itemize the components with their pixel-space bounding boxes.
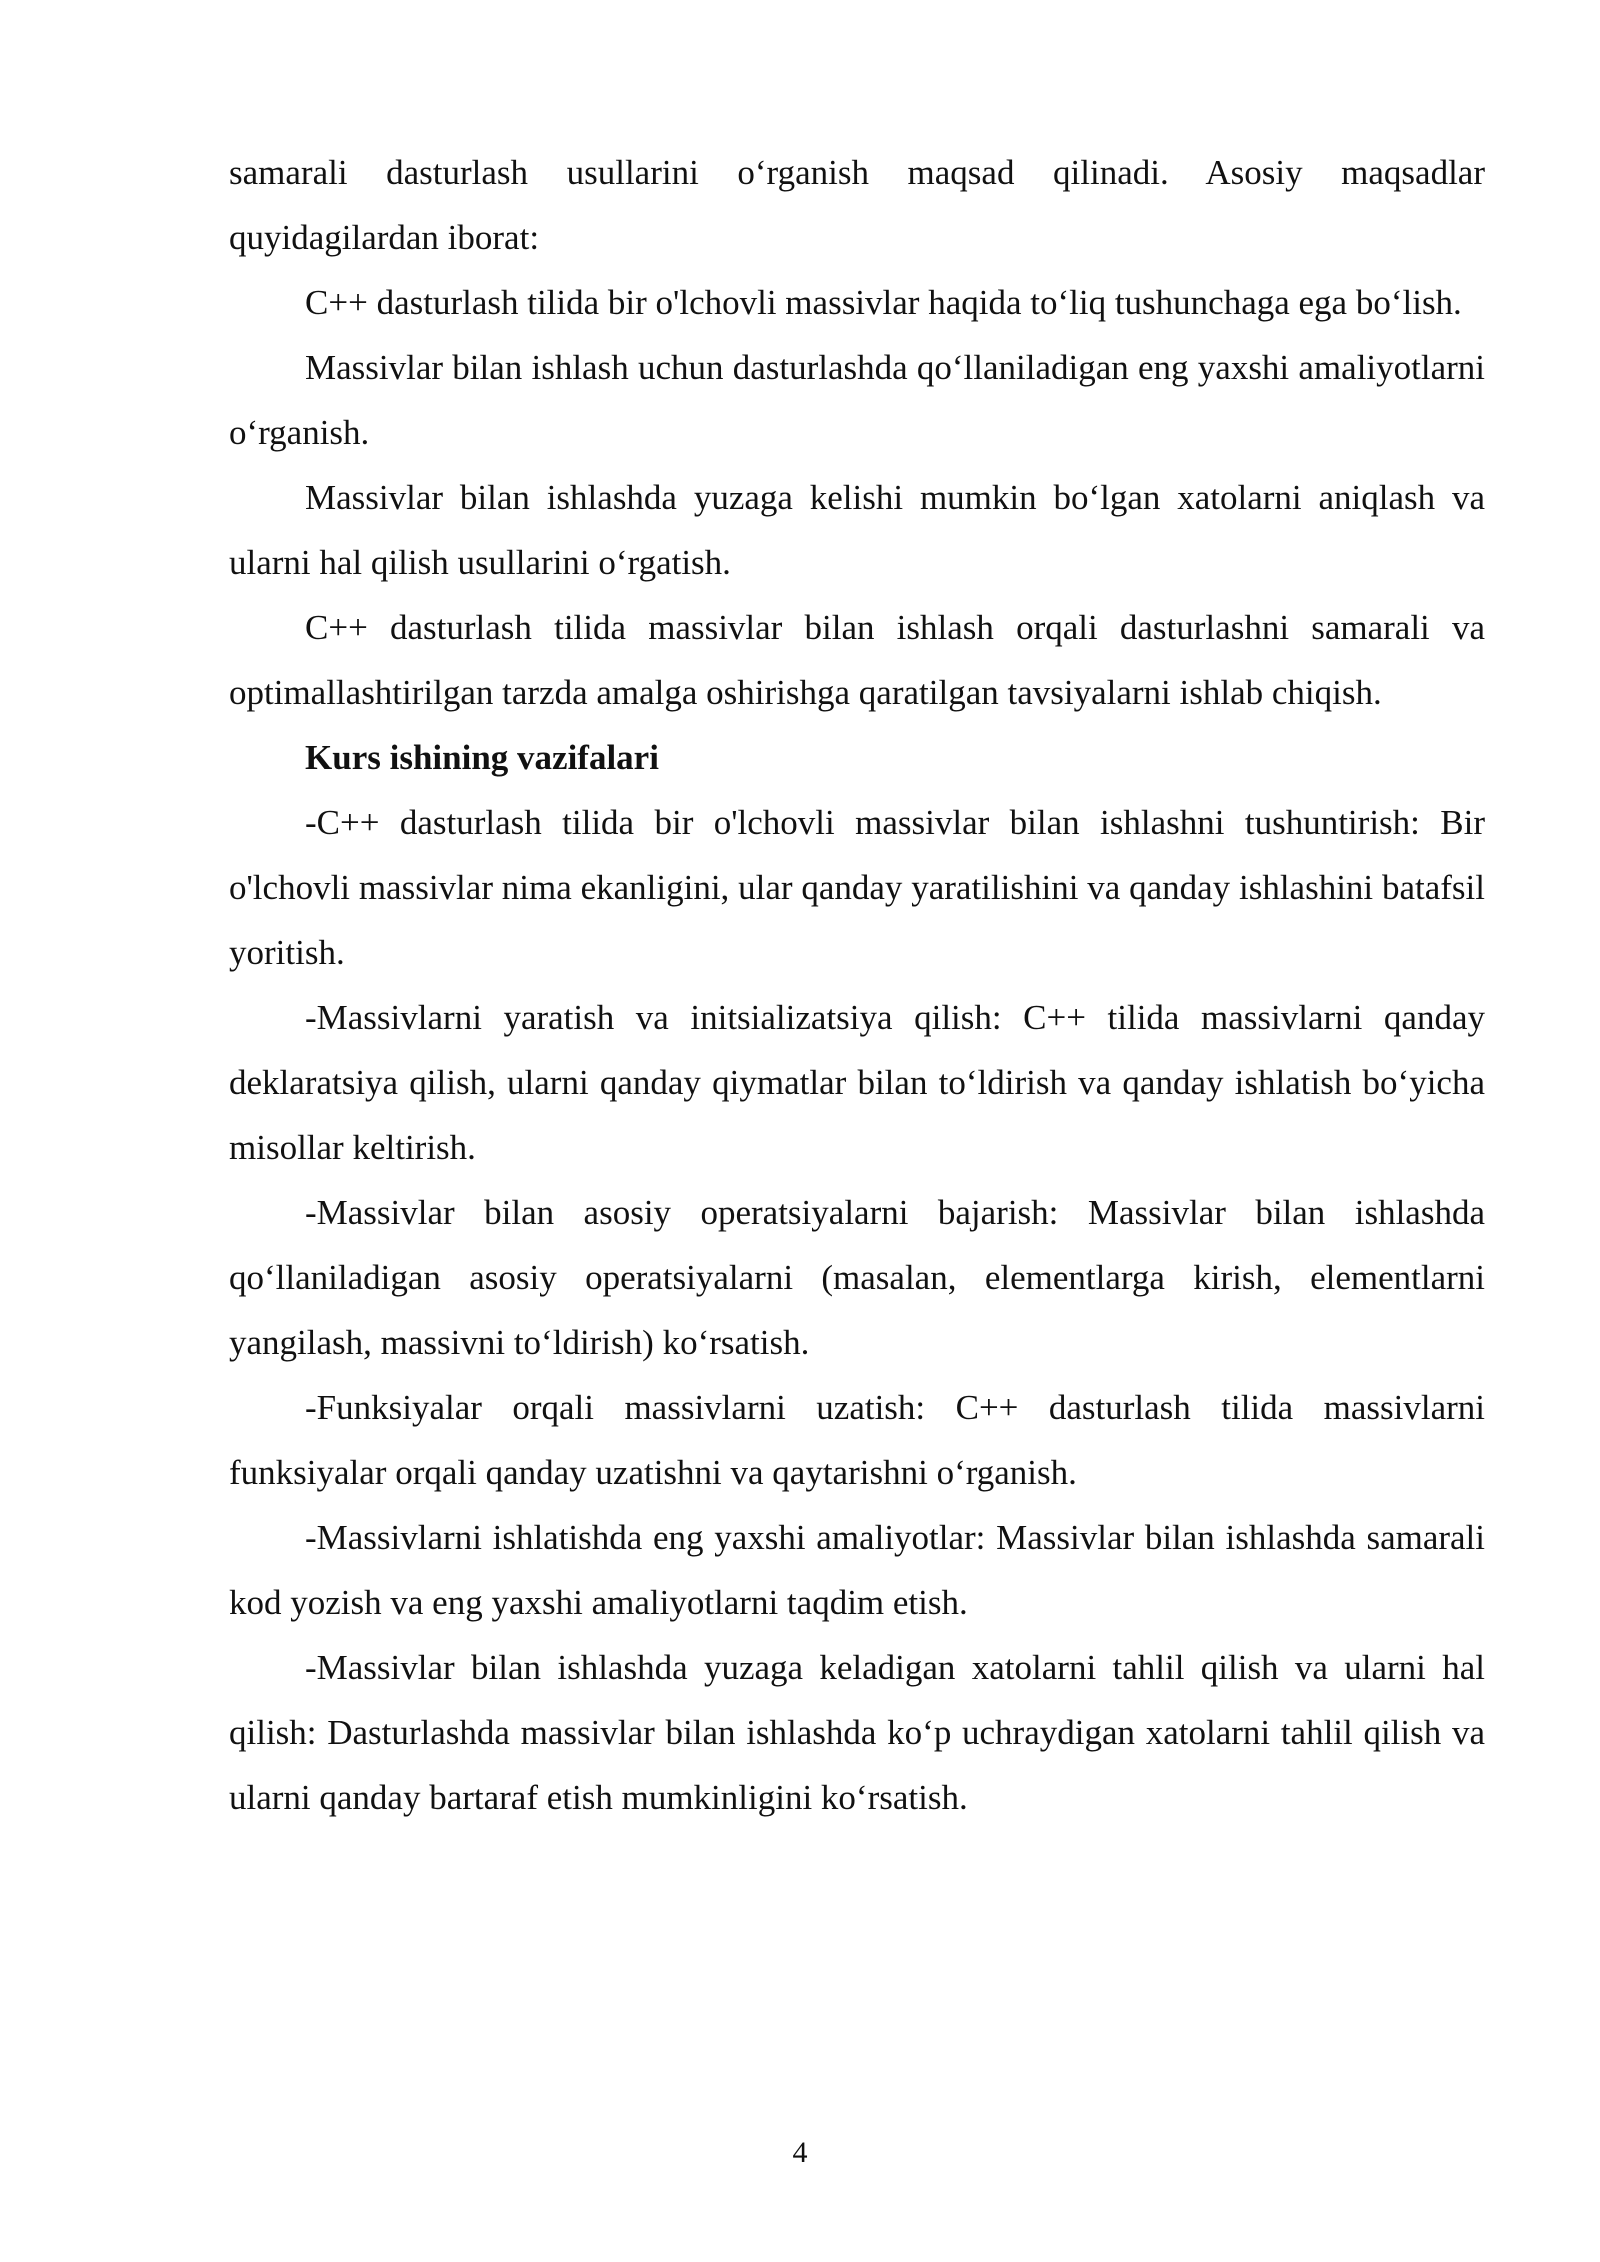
paragraph-task-4: -Funksiyalar orqali massivlarni uzatish: C++ dasturlash tilida massivlarni funksiyalar orqali qanday uzatishni va qaytarishni o‘rganish. [229,1388,1485,1492]
section-heading-tasks: Kurs ishining vazifalari [305,738,659,777]
paragraph-task-6: -Massivlar bilan ishlashda yuzaga keladigan xatolarni tahlil qilish va ularni hal qilish: Dasturlashda massivlar bilan ishlashda ko‘p uchraydigan xatolarni tahlil qilish va ularni qanday bartaraf etish mumkinligini ko‘rsatish. [229,1648,1485,1817]
paragraph-goal-4: C++ dasturlash tilida massivlar bilan ishlash orqali dasturlashni samarali va optimallashtirilgan tarzda amalga oshirishga qaratilgan tavsiyalarni ishlab chiqish. [229,608,1485,712]
paragraph-task-3: -Massivlar bilan asosiy operatsiyalarni bajarish: Massivlar bilan ishlashda qo‘llaniladigan asosiy operatsiyalarni (masalan, elementlarga kirish, elementlarni yangilash, massivni to‘ldirish) ko‘rsatish. [229,1193,1485,1362]
page-number: 4 [792,2136,808,2169]
paragraph-task-1: -C++ dasturlash tilida bir o'lchovli massivlar bilan ishlashni tushuntirish: Bir o'lchovli massivlar nima ekanligini, ular qanday yaratilishini va qanday ishlashini batafsil yoritish. [229,803,1485,972]
paragraph-goal-2: Massivlar bilan ishlash uchun dasturlashda qo‘llaniladigan eng yaxshi amaliyotlarni o‘rganish. [229,348,1485,452]
paragraph-goal-1: C++ dasturlash tilida bir o'lchovli massivlar haqida to‘liq tushunchaga ega bo‘lish. [305,283,1462,322]
paragraph-goal-3: Massivlar bilan ishlashda yuzaga kelishi mumkin bo‘lgan xatolarni aniqlash va ularni hal qilish usullarini o‘rgatish. [229,478,1485,582]
paragraph-task-2: -Massivlarni yaratish va initsializatsiya qilish: C++ tilida massivlarni qanday deklaratsiya qilish, ularni qanday qiymatlar bilan to‘ldirish va qanday ishlatish bo‘yicha misollar keltirish. [229,998,1485,1167]
document-page [229,140,1485,1830]
paragraph-intro-continuation: samarali dasturlash usullarini o‘rganish maqsad qilinadi. Asosiy maqsadlar quyidagilardan iborat: [229,153,1485,257]
paragraph-task-5: -Massivlarni ishlatishda eng yaxshi amaliyotlar: Massivlar bilan ishlashda samarali kod yozish va eng yaxshi amaliyotlarni taqdim etish. [229,1518,1485,1622]
